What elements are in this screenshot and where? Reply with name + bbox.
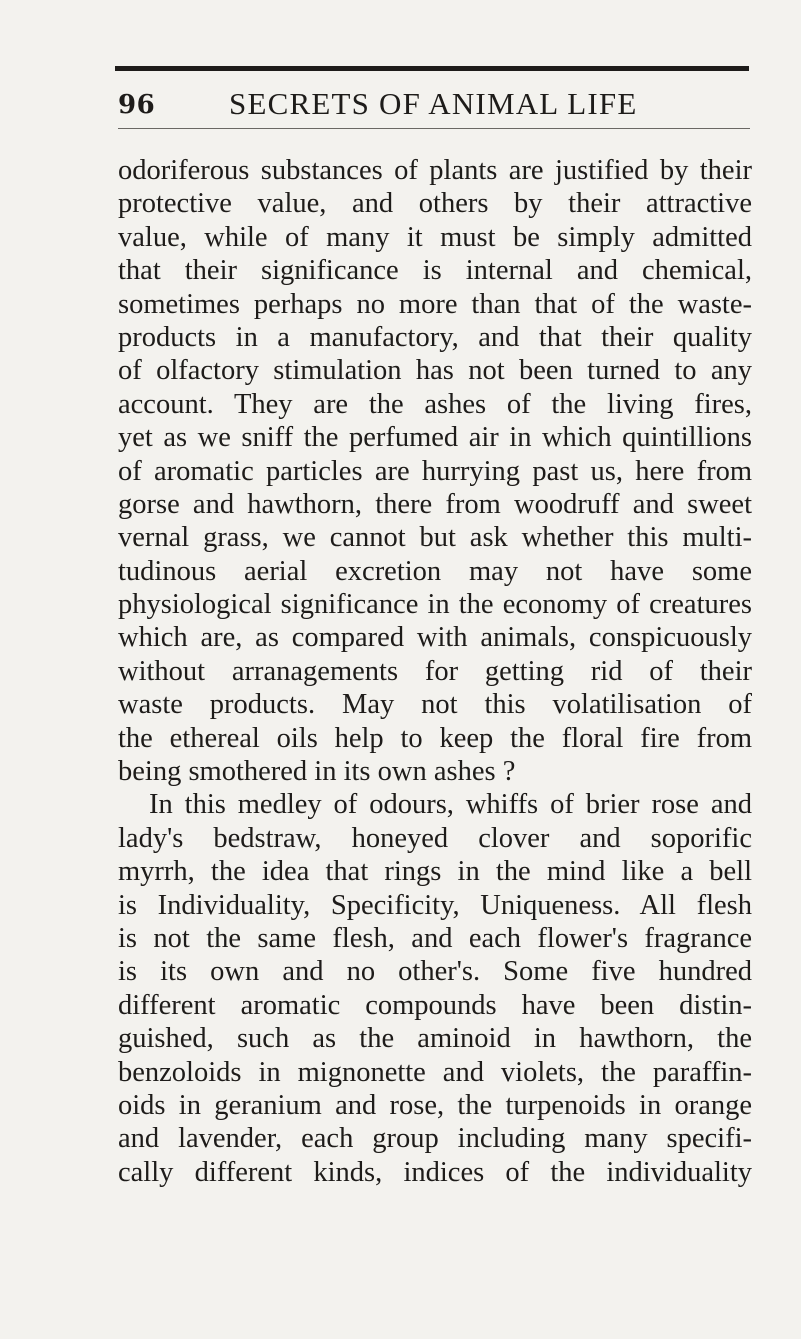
text-line: that their significance is internal and chemical, [118, 255, 752, 287]
text-line: is not the same flesh, and each flower's fragrance [118, 922, 752, 954]
text-line: different aromatic compounds have been distin- [118, 989, 752, 1021]
text-line: and lavender, each group including many specifi- [118, 1123, 752, 1155]
body-text [118, 154, 752, 1189]
text-line: which are, as compared with animals, conspicuously [118, 622, 752, 654]
text-line: waste products. May not this volatilisation of [118, 689, 752, 721]
text-line: oids in geranium and rose, the turpenoids in orange [118, 1089, 752, 1121]
text-line: lady's bedstraw, honeyed clover and soporific [118, 822, 752, 854]
text-line: protective value, and others by their attractive [118, 188, 752, 220]
page-number: 96 [118, 90, 156, 120]
text-line: benzoloids in mignonette and violets, the paraffin- [118, 1056, 752, 1088]
text-line: physiological significance in the economy of creatures [118, 589, 752, 621]
text-line: of olfactory stimulation has not been turned to any [118, 355, 752, 387]
text-line: of aromatic particles are hurrying past us, here from [118, 455, 752, 487]
text-line: gorse and hawthorn, there from woodruff and sweet [118, 488, 752, 520]
text-line: vernal grass, we cannot but ask whether this multi- [118, 522, 752, 554]
text-line: myrrh, the idea that rings in the mind like a bell [118, 856, 752, 888]
running-head [118, 84, 748, 126]
text-line: tudinous aerial excretion may not have some [118, 555, 752, 587]
running-title: SECRETS OF ANIMAL LIFE [229, 86, 638, 121]
text-line: guished, such as the aminoid in hawthorn, the [118, 1023, 752, 1055]
text-line: being smothered in its own ashes ? [118, 756, 516, 788]
top-rule [115, 66, 749, 71]
text-line: is its own and no other's. Some five hundred [118, 956, 752, 988]
text-line: products in a manufactory, and that their quality [118, 321, 752, 353]
head-rule [118, 128, 750, 129]
text-line: without arranagements for getting rid of their [118, 655, 752, 687]
text-line: the ethereal oils help to keep the floral fire from [118, 722, 752, 754]
text-line: value, while of many it must be simply admitted [118, 221, 752, 253]
text-line: is Individuality, Specificity, Uniqueness. All flesh [118, 889, 752, 921]
text-line: odoriferous substances of plants are justified by their [118, 155, 752, 186]
text-line: sometimes perhaps no more than that of the waste- [118, 288, 752, 320]
text-line: yet as we sniff the perfumed air in which quintillions [118, 422, 752, 454]
text-line: account. They are the ashes of the living fires, [118, 388, 752, 420]
paragraph-start-line: In this medley of odours, whiffs of brier rose and [149, 789, 752, 821]
text-line: cally different kinds, indices of the individuality [118, 1156, 752, 1188]
